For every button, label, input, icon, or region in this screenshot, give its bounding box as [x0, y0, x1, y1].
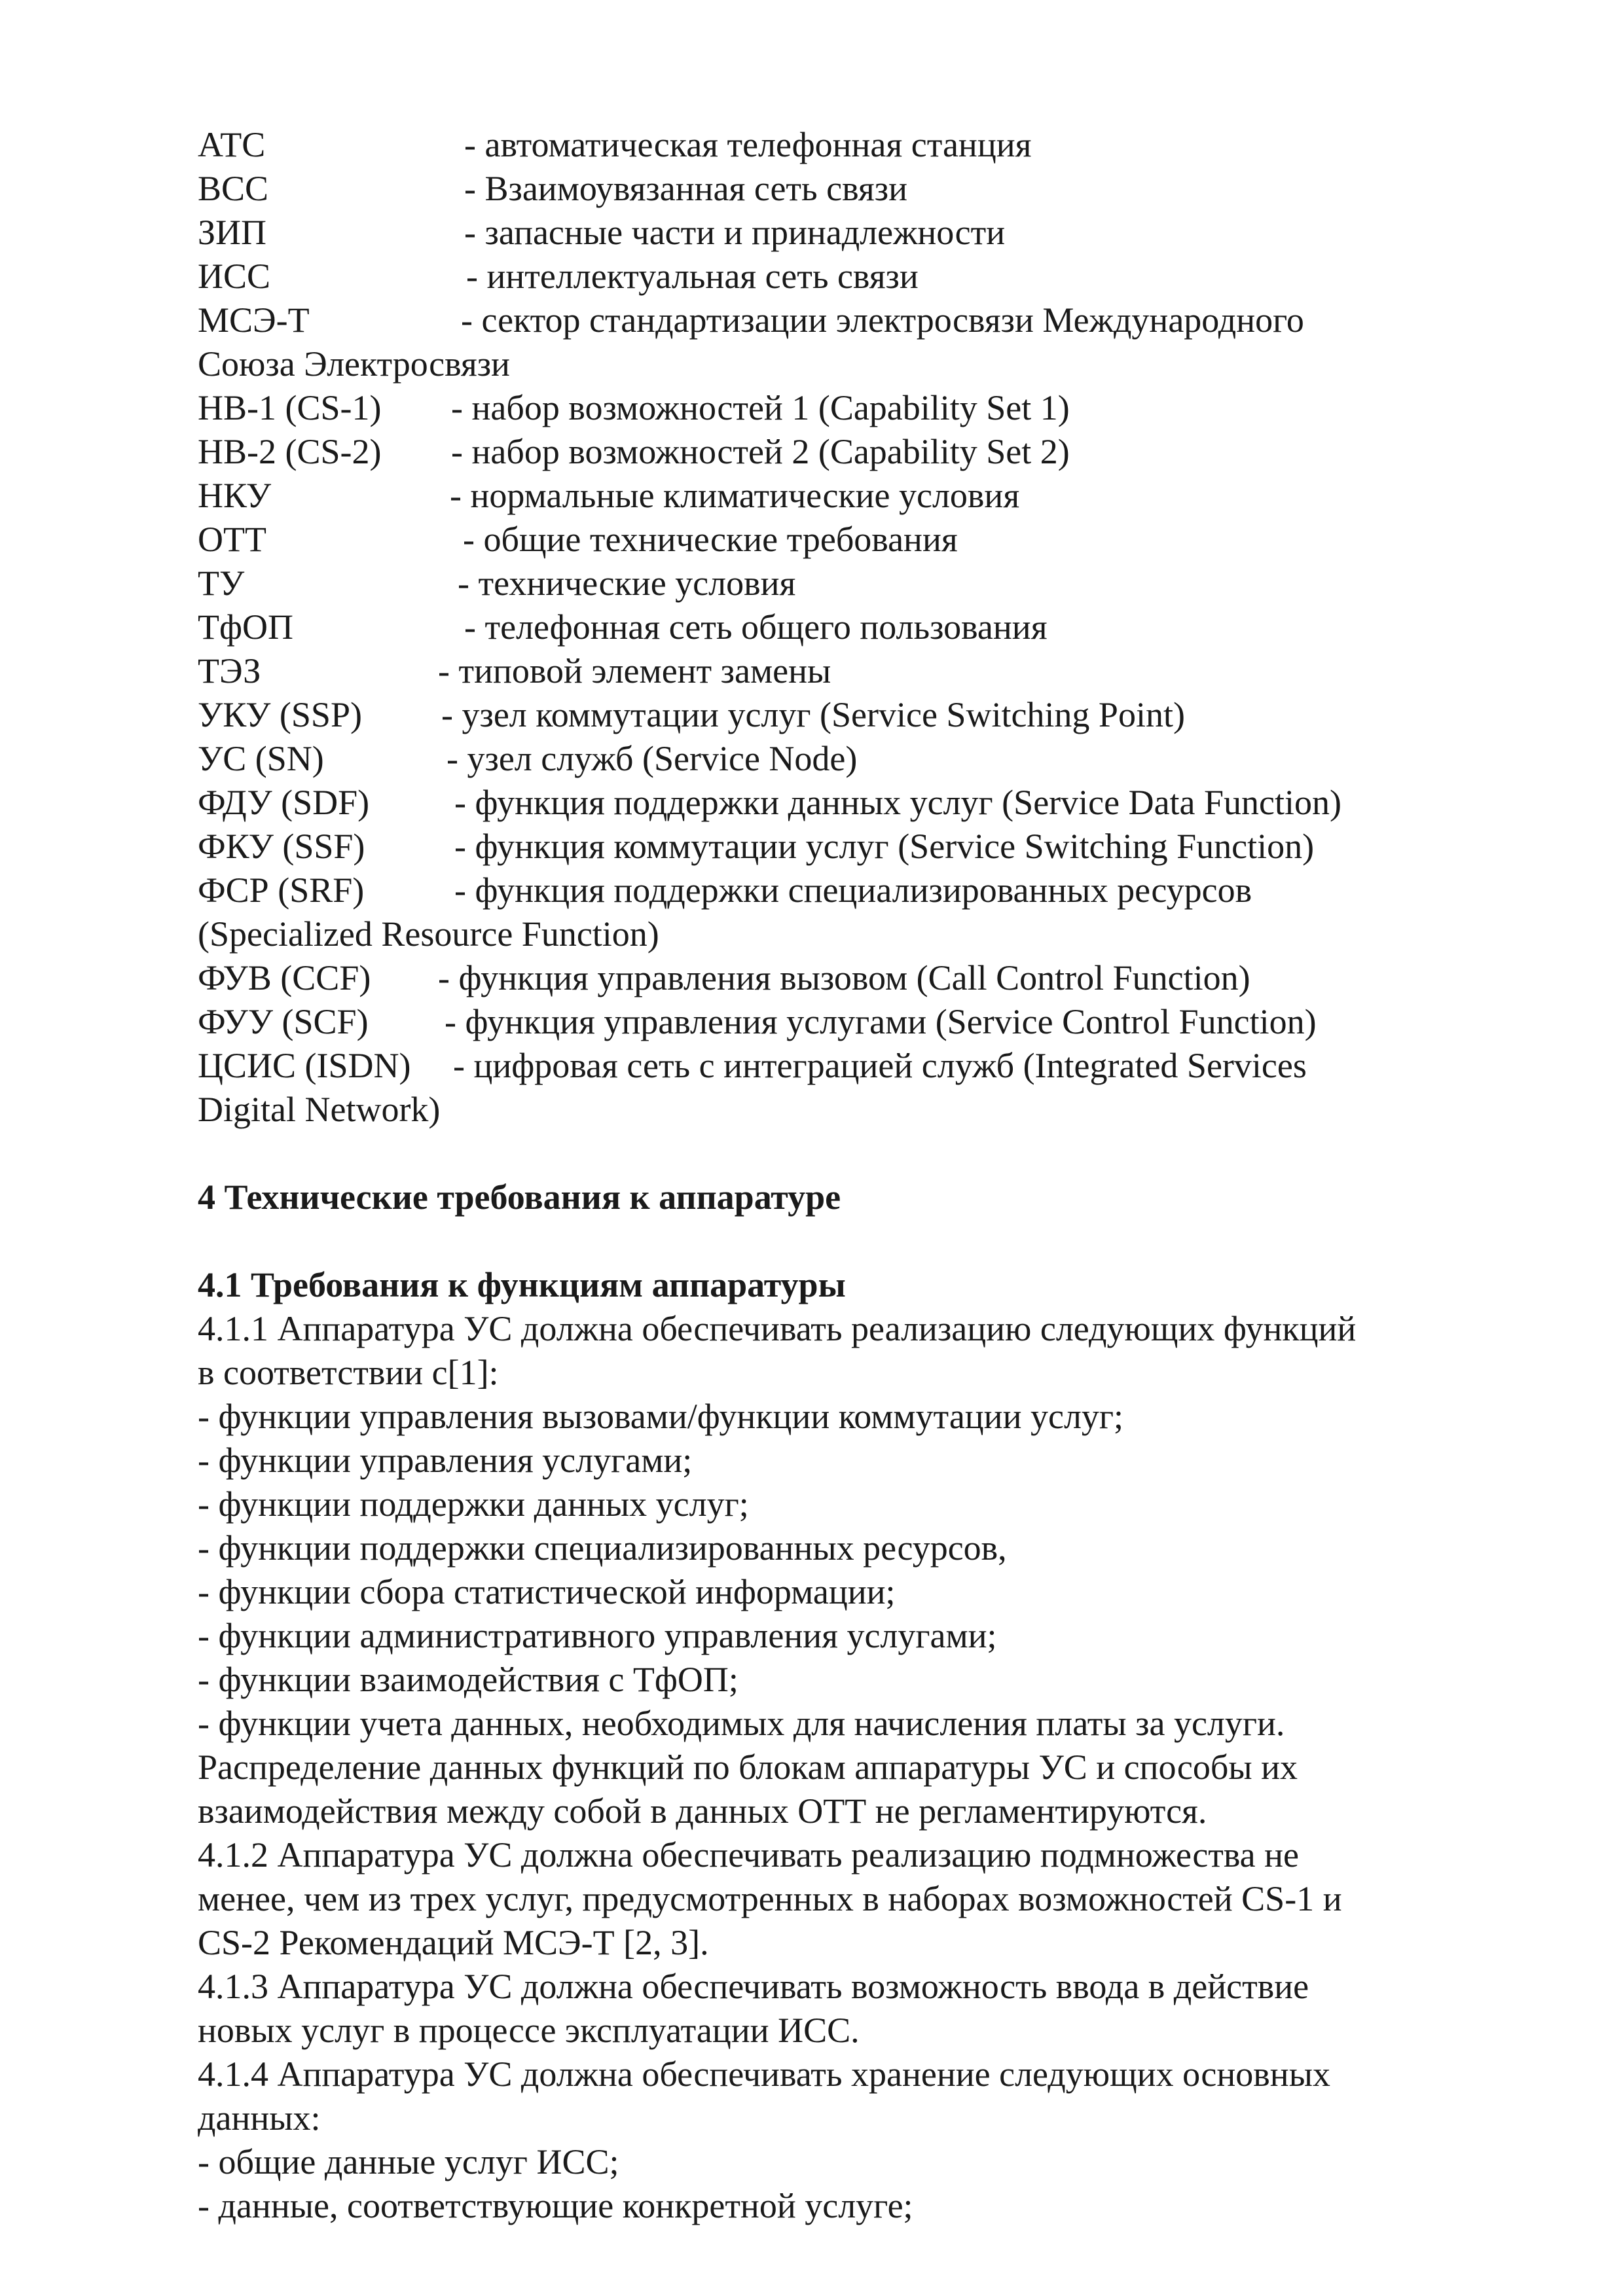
abbr-desc: - нормальные климатические условия [450, 476, 1020, 515]
abbr-entry-ats [198, 123, 1481, 167]
abbr-entry-fsr [198, 869, 1481, 912]
abbr-term: ТфОП [198, 607, 293, 647]
abbr-desc-continuation: (Specialized Resource Function) [198, 914, 659, 954]
abbr-entry-nv-1 [198, 386, 1481, 430]
list-item: - функции управления услугами; [198, 1441, 693, 1480]
paragraph-distribution [198, 1746, 1481, 1833]
paragraph-line: 4.1.4 Аппаратура УС должна обеспечивать хранение следующих основных [198, 2054, 1330, 2094]
abbr-entry-tsis [198, 1044, 1481, 1088]
abbr-entry-fku [198, 825, 1481, 869]
section-4-1-heading: 4.1 Требования к функциям аппаратуры [198, 1265, 846, 1304]
abbr-entry-mse-t-continuation [198, 342, 1481, 386]
abbr-entry-ott [198, 518, 1481, 562]
paragraph-4-1-3 [198, 1965, 1481, 2053]
data-list [198, 2140, 1481, 2228]
abbr-desc-continuation: Союза Электросвязи [198, 344, 510, 384]
paragraph-4-1-1 [198, 1307, 1481, 1395]
abbr-entry-tu [198, 562, 1481, 605]
abbr-entry-iss [198, 255, 1481, 298]
abbr-term: ФУВ (CCF) [198, 958, 371, 997]
function-list [198, 1395, 1481, 1746]
spacer [198, 1219, 1481, 1263]
list-item: - общие данные услуг ИСС; [198, 2142, 619, 2181]
abbr-desc: - функция поддержки данных услуг (Service Data Function) [454, 783, 1342, 822]
abbr-entry-fsr-continuation [198, 912, 1481, 956]
abbr-term: ИСС [198, 257, 271, 296]
abbr-entry-uku [198, 693, 1481, 737]
paragraph-line: 4.1.2 Аппаратура УС должна обеспечивать реализацию подмножества не [198, 1835, 1300, 1874]
paragraph-line: взаимодействия между собой в данных ОТТ не регламентируются. [198, 1791, 1207, 1831]
abbr-term: ТУ [198, 564, 245, 603]
paragraph-line: менее, чем из трех услуг, предусмотренных в наборах возможностей CS-1 и [198, 1879, 1342, 1918]
abbr-term: ФКУ (SSF) [198, 827, 365, 866]
abbr-entry-nku [198, 474, 1481, 518]
spacer [198, 1132, 1481, 1175]
abbr-entry-mse-t [198, 298, 1481, 342]
abbr-desc: - функция поддержки специализированных ресурсов [454, 870, 1252, 910]
abbr-desc-continuation: Digital Network) [198, 1090, 441, 1129]
abbr-desc: - узел служб (Service Node) [447, 739, 858, 778]
abbr-term: ТЭЗ [198, 651, 261, 691]
list-item: - функции взаимодействия с ТфОП; [198, 1660, 739, 1699]
abbr-term: НВ-1 (CS-1) [198, 388, 382, 427]
abbr-desc: - типовой элемент замены [438, 651, 831, 691]
abbr-desc: - функция управления вызовом (Call Control Function) [438, 958, 1250, 997]
abbr-term: МСЭ-Т [198, 300, 310, 340]
list-item: - функции управления вызовами/функции коммутации услуг; [198, 1397, 1124, 1436]
abbr-term: ЗИП [198, 213, 267, 252]
abbr-term: АТС [198, 125, 266, 164]
abbr-desc: - узел коммутации услуг (Service Switching Point) [441, 695, 1185, 734]
abbr-desc: - Взаимоувязанная сеть связи [464, 169, 907, 208]
abbr-entry-vss [198, 167, 1481, 211]
abbr-desc: - телефонная сеть общего пользования [464, 607, 1048, 647]
abbr-desc: - общие технические требования [463, 520, 958, 559]
list-item: - данные, соответствующие конкретной услуге; [198, 2186, 913, 2225]
paragraph-line: данных: [198, 2098, 321, 2138]
abbr-term: ФДУ (SDF) [198, 783, 370, 822]
list-item: - функции административного управления услугами; [198, 1616, 997, 1655]
abbr-term: ВСС [198, 169, 269, 208]
abbreviations-list [198, 123, 1481, 1132]
abbr-desc: - набор возможностей 2 (Capability Set 2) [451, 432, 1070, 471]
paragraph-line: в соответствии с[1]: [198, 1353, 499, 1392]
paragraph-line: CS-2 Рекомендаций МСЭ-Т [2, 3]. [198, 1923, 709, 1962]
abbr-term: ФУУ (SCF) [198, 1002, 369, 1041]
abbr-term: УС (SN) [198, 739, 324, 778]
paragraph-4-1-2 [198, 1833, 1481, 1965]
abbr-entry-us [198, 737, 1481, 781]
abbr-desc: - набор возможностей 1 (Capability Set 1) [451, 388, 1070, 427]
abbr-entry-zip [198, 211, 1481, 255]
abbr-entry-tsis-continuation [198, 1088, 1481, 1132]
abbr-desc: - функция управления услугами (Service Control Function) [445, 1002, 1317, 1041]
list-item: - функции поддержки данных услуг; [198, 1484, 749, 1524]
abbr-entry-tfop [198, 605, 1481, 649]
abbr-entry-fuu [198, 1000, 1481, 1044]
abbr-term: ЦСИС (ISDN) [198, 1046, 411, 1085]
list-item: - функции учета данных, необходимых для начисления платы за услуги. [198, 1704, 1285, 1743]
abbr-term: УКУ (SSP) [198, 695, 362, 734]
abbr-term: ФСР (SRF) [198, 870, 365, 910]
paragraph-4-1-4 [198, 2053, 1481, 2140]
paragraph-line: 4.1.3 Аппаратура УС должна обеспечивать возможность ввода в действие [198, 1967, 1309, 2006]
paragraph-line: новых услуг в процессе эксплуатации ИСС. [198, 2011, 860, 2050]
list-item: - функции сбора статистической информации; [198, 1572, 896, 1611]
document-body [198, 123, 1481, 2228]
abbr-desc: - функция коммутации услуг (Service Switching Function) [454, 827, 1315, 866]
abbr-desc: - автоматическая телефонная станция [464, 125, 1032, 164]
abbr-entry-fdu [198, 781, 1481, 825]
abbr-desc: - цифровая сеть с интеграцией служб (Integrated Services [453, 1046, 1307, 1085]
abbr-term: НКУ [198, 476, 272, 515]
abbr-desc: - запасные части и принадлежности [464, 213, 1006, 252]
abbr-desc: - технические условия [458, 564, 796, 603]
section-4-heading: 4 Технические требования к аппаратуре [198, 1177, 841, 1217]
paragraph-line: Распределение данных функций по блокам аппаратуры УС и способы их [198, 1748, 1298, 1787]
abbr-entry-tez [198, 649, 1481, 693]
abbr-desc: - сектор стандартизации электросвязи Международного [461, 300, 1304, 340]
abbr-entry-fuv [198, 956, 1481, 1000]
list-item: - функции поддержки специализированных ресурсов, [198, 1528, 1007, 1568]
abbr-entry-nv-2 [198, 430, 1481, 474]
abbr-term: ОТТ [198, 520, 266, 559]
abbr-desc: - интеллектуальная сеть связи [466, 257, 919, 296]
paragraph-line: 4.1.1 Аппаратура УС должна обеспечивать реализацию следующих функций [198, 1309, 1357, 1348]
abbr-term: НВ-2 (CS-2) [198, 432, 382, 471]
